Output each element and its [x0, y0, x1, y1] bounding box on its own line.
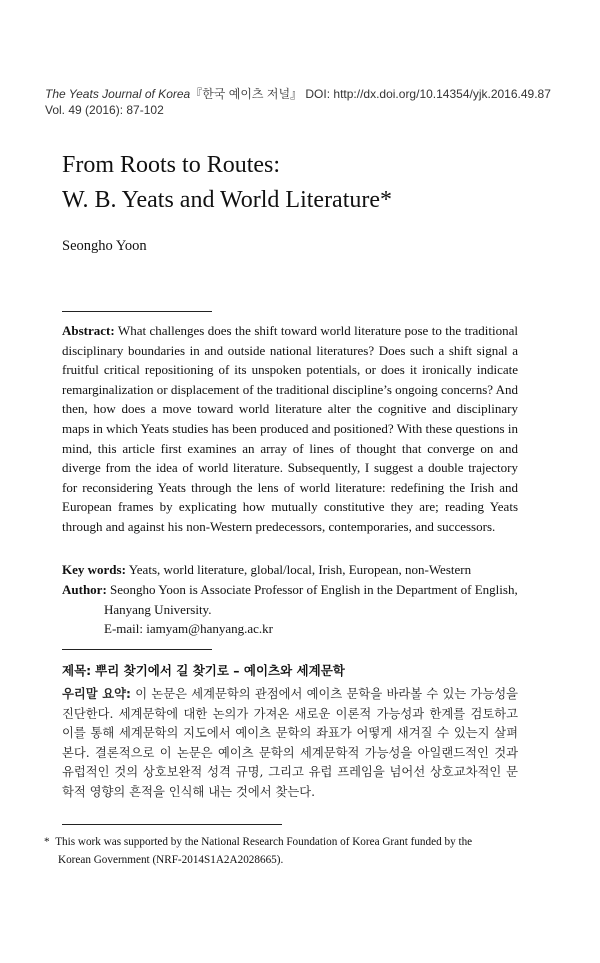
divider	[62, 311, 212, 312]
title-line-2: W. B. Yeats and World Literature*	[62, 187, 393, 213]
footnote	[44, 834, 534, 869]
doi: DOI: http://dx.doi.org/10.14354/yjk.2016.49.87	[305, 87, 551, 101]
volume-info: Vol. 49 (2016): 87-102	[45, 103, 164, 117]
journal-name: The Yeats Journal of Korea	[45, 87, 191, 101]
footnote-line-2: Korean Government (NRF-2014S1A2A2028665).	[58, 853, 284, 866]
title-line-1: From Roots to Routes:	[62, 152, 281, 178]
journal-name-korean: 『한국 예이츠 저널』	[190, 87, 303, 101]
keywords-text: Yeats, world literature, global/local, Irish, European, non-Western	[128, 562, 472, 577]
abstract-label: Abstract:	[62, 323, 115, 338]
korean-title-text: 뿌리 찾기에서 길 찾기로 – 예이츠와 세계문학	[95, 663, 345, 678]
footnote-divider	[62, 824, 282, 825]
korean-title-label: 제목:	[62, 663, 92, 678]
abstract	[62, 321, 518, 537]
author-info-line-2: Hanyang University.	[104, 601, 212, 617]
journal-header	[45, 86, 565, 118]
author-info-label: Author:	[62, 582, 107, 597]
footnote-line-1: This work was supported by the National Research Foundation of Korea Grant funded by the	[55, 836, 473, 848]
journal-citation-line	[45, 86, 565, 102]
keywords	[62, 560, 518, 580]
korean-abstract-label: 우리말 요약:	[62, 687, 131, 701]
divider	[62, 649, 212, 650]
footnote-mark: *	[44, 836, 50, 848]
korean-abstract	[62, 685, 518, 803]
korean-title	[62, 661, 518, 680]
abstract-text: What challenges does the shift toward world literature pose to the traditional disciplinary boundaries in and outside national literatures? Does such a shift signal a fruitful critical repositioning of its unspoken potentials, or does it ironically indicate remarginalization or displacement of the traditional discipline’s ongoing concerns? And then, how does a move toward world literature alter the cognitive and disciplinary maps in which Yeats studies has been produced and positioned? With these questions in mind, this article first examines an array of lines of thought that converge on and diverge from the idea of world literature. Subsequently, I suggest a double trajectory for reconsidering Yeats through the lens of world literature: redefining the Irish and European frames by explicating how mutually constitutive they are; reading Yeats through and against his non-Western predecessors, contemporaries, and successors.	[62, 323, 519, 534]
author-email: E-mail: iamyam@hanyang.ac.kr	[104, 621, 273, 637]
author-info	[62, 580, 518, 639]
korean-abstract-text: 이 논문은 세계문학의 관점에서 예이츠 문학을 바라볼 수 있는 가능성을 진단한다. 세계문학에 대한 논의가 가져온 새로운 이론적 가능성과 한계를 검토하고 이를 통해 세계문학의 지도에서 예이츠 문학의 좌표가 어떻게 새겨질 수 있는지 살펴본다. 결론적으로 이 논문은 예이츠 문학의 세계문학적 가능성을 아일랜드적인 것과 유럽적인 것의 상호보완적 성격 규명, 그리고 유럽 프레임을 넘어선 상호교차적인 문학적 영향의 흔적을 인식해 내는 것에서 찾는다.	[62, 687, 519, 799]
article-title	[62, 148, 562, 218]
keywords-label: Key words:	[62, 562, 126, 577]
author-name: Seongho Yoon	[62, 238, 147, 254]
author-info-line-1: Seongho Yoon is Associate Professor of English in the Department of English,	[110, 582, 518, 597]
